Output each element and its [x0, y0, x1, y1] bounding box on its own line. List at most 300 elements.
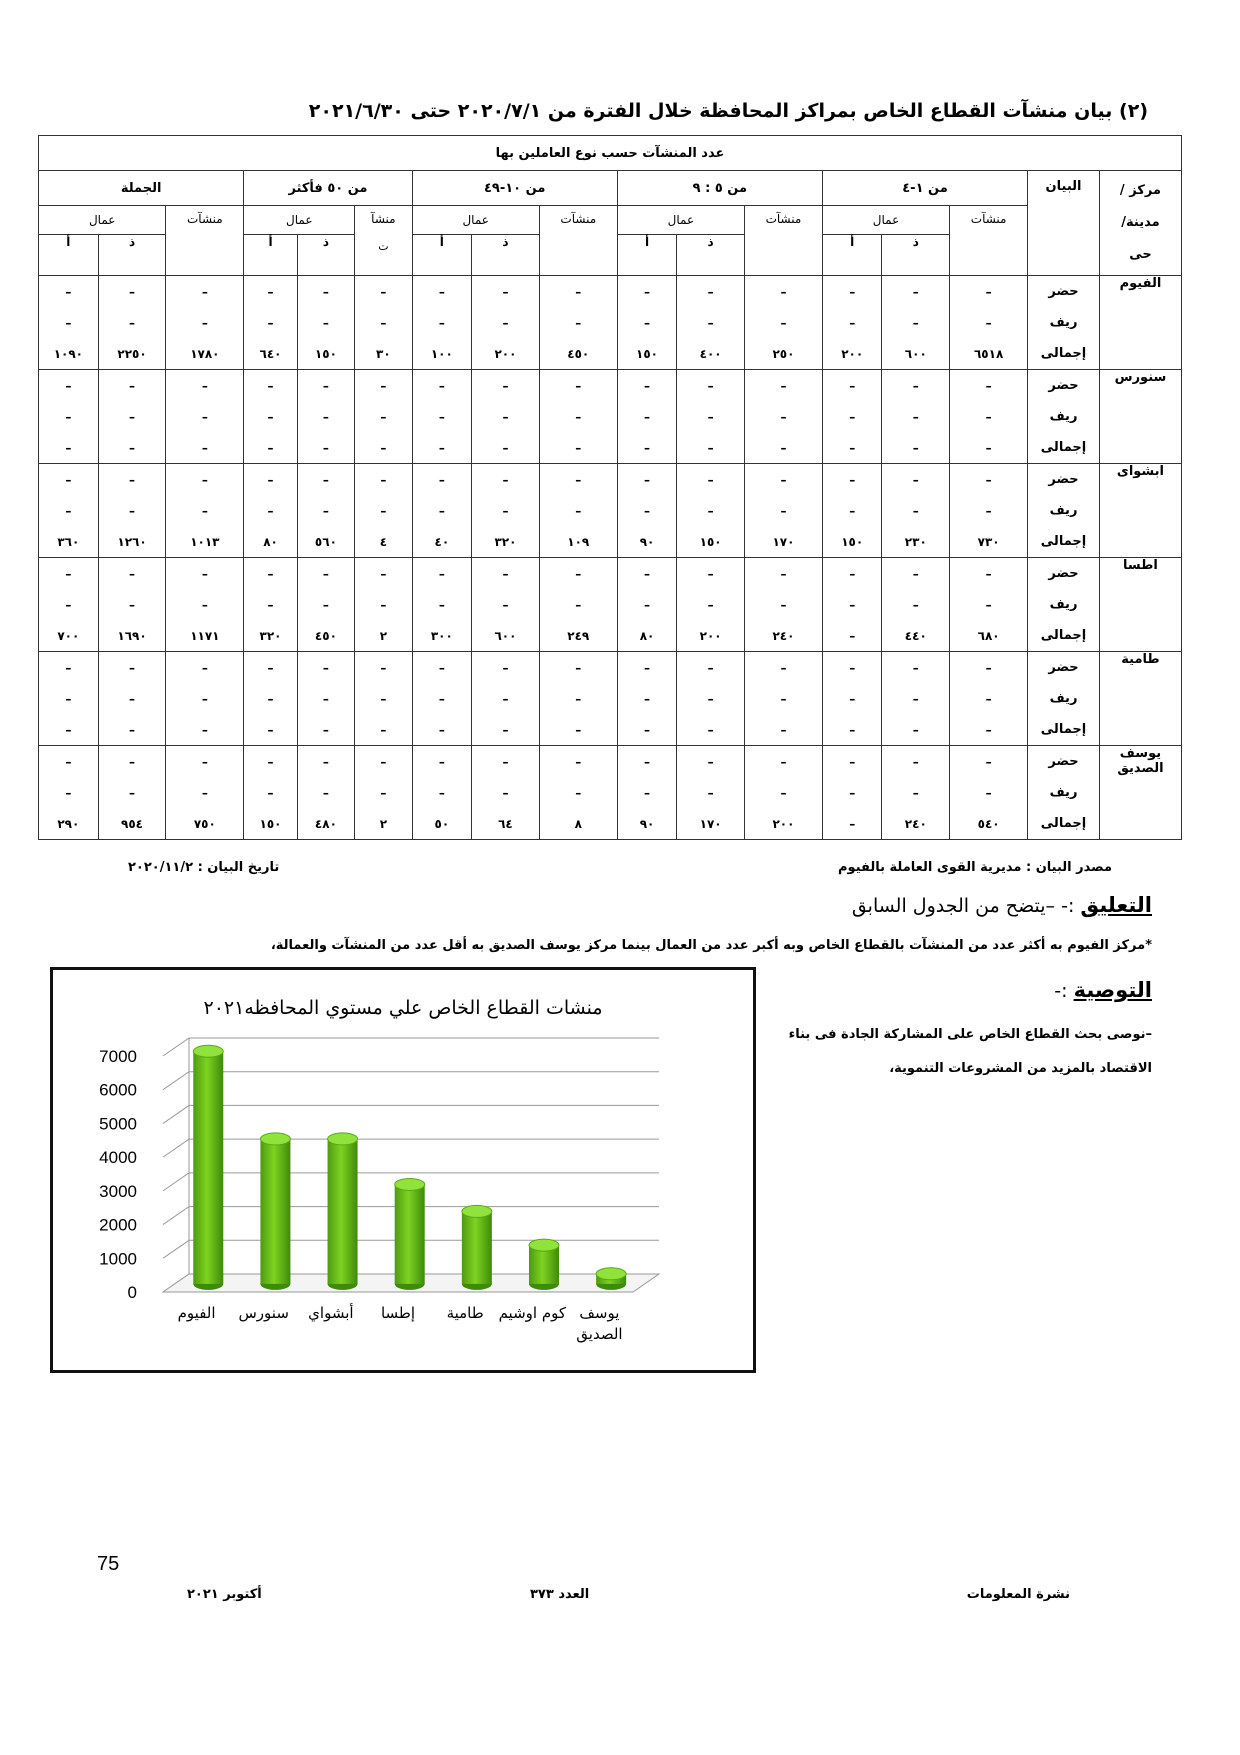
table-cell: –	[617, 370, 677, 402]
x-tick-label: طامية	[446, 1304, 484, 1322]
table-cell: ٢٤٩	[539, 620, 617, 652]
table-cell: –	[472, 495, 540, 526]
table-cell: –	[244, 276, 297, 308]
workers-header: عمال	[822, 206, 949, 235]
table-cell: –	[412, 777, 472, 808]
table-cell: –	[677, 652, 745, 684]
male-header: ذ	[98, 235, 166, 276]
table-row	[39, 558, 1182, 590]
recommendation-heading	[1054, 978, 1152, 1002]
male-header: ذ	[297, 235, 354, 276]
est-label: منشآت	[765, 212, 802, 226]
table-cell: –	[950, 746, 1028, 778]
table-cell: –	[39, 558, 99, 590]
table-cell: –	[744, 746, 822, 778]
male-header: ذ	[472, 235, 540, 276]
table-cell: ٧٥٠	[166, 808, 244, 840]
chart-back-wall-left	[163, 1038, 189, 1292]
table-cell: –	[617, 276, 677, 308]
y-tick-label: 0	[127, 1283, 137, 1302]
page-title: (٢) بيان منشآت القطاع الخاص بمراكز المحافظة خلال الفترة من ٢٠٢٠/٧/١ حتى ٢٠٢١/٦/٣٠	[308, 100, 1148, 122]
table-cell: –	[539, 464, 617, 496]
row-label: إجمالى	[1028, 432, 1100, 464]
table-cell: –	[744, 464, 822, 496]
table-cell: ٨٠	[244, 526, 297, 558]
table-cell: –	[677, 370, 745, 402]
table-cell: –	[677, 276, 745, 308]
comment-rest: :- –يتضح من الجدول السابق	[851, 895, 1075, 917]
table-cell: –	[412, 464, 472, 496]
female-header: أ	[39, 235, 99, 276]
table-cell: ٢٣٠	[882, 526, 950, 558]
table-cell: –	[882, 589, 950, 620]
table-cell: –	[244, 495, 297, 526]
table-cell: –	[39, 714, 99, 746]
table-cell: –	[882, 464, 950, 496]
table-cell: ١٠٩٠	[39, 338, 99, 370]
female-header: أ	[244, 235, 297, 276]
table-cell: –	[244, 589, 297, 620]
table-cell: –	[539, 401, 617, 432]
group-header: الجملة	[39, 171, 244, 206]
table-cell: ٦٨٠	[950, 620, 1028, 652]
table-cell: –	[744, 495, 822, 526]
table-cell: ٤٠٠	[677, 338, 745, 370]
recommendation-label: التوصية	[1073, 978, 1152, 1002]
table-row	[39, 526, 1182, 558]
table-cell: –	[355, 307, 412, 338]
table-cell: –	[744, 777, 822, 808]
table-cell: –	[539, 777, 617, 808]
table-cell: –	[297, 432, 354, 464]
table-cell: ٤٥٠	[297, 620, 354, 652]
table-cell: ١٥٠	[297, 338, 354, 370]
table-cell: –	[882, 307, 950, 338]
center-name: ابشواى	[1099, 464, 1181, 558]
table-cell: –	[472, 558, 540, 590]
table-cell: –	[166, 464, 244, 496]
table-row	[39, 714, 1182, 746]
x-tick-label: أبشواي	[308, 1304, 354, 1322]
table-cell: ٦٤	[472, 808, 540, 840]
table-cell: –	[539, 432, 617, 464]
table-cell: –	[39, 401, 99, 432]
table-cell: –	[297, 370, 354, 402]
gridline	[163, 1139, 659, 1157]
table-cell: ٤٥٠	[539, 338, 617, 370]
table-cell: –	[166, 714, 244, 746]
table-cell: –	[950, 589, 1028, 620]
y-tick-label: 7000	[99, 1047, 137, 1066]
table-cell: –	[39, 589, 99, 620]
table-cell: –	[244, 777, 297, 808]
table-cell: –	[98, 746, 166, 778]
table-cell: ١٠١٣	[166, 526, 244, 558]
table-cell: –	[98, 558, 166, 590]
comment-heading	[852, 893, 1152, 917]
group-header: من ١-٤	[822, 171, 1027, 206]
x-tick-label: سنورس	[238, 1304, 289, 1322]
table-cell: –	[297, 777, 354, 808]
table-cell: ١٧٠	[744, 526, 822, 558]
table-cell: –	[98, 276, 166, 308]
table-cell: –	[355, 495, 412, 526]
table-cell: –	[472, 307, 540, 338]
table-cell: –	[166, 276, 244, 308]
table-cell: –	[98, 307, 166, 338]
bar	[328, 1133, 358, 1290]
center-name: يوسف الصديق	[1099, 746, 1181, 840]
table-row	[39, 652, 1182, 684]
table-cell: –	[950, 307, 1028, 338]
table-cell: –	[617, 777, 677, 808]
est-label: منشآ	[371, 212, 396, 226]
table-cell: ٢٩٠	[39, 808, 99, 840]
table-row	[39, 683, 1182, 714]
table-row	[39, 338, 1182, 370]
chart-frame	[50, 967, 756, 1373]
row-label: إجمالى	[1028, 526, 1100, 558]
super-header: عدد المنشآت حسب نوع العاملين بها	[39, 136, 1182, 171]
table-cell: ٢٥٠	[744, 338, 822, 370]
table-cell: –	[882, 276, 950, 308]
table-cell: –	[355, 276, 412, 308]
table-cell: –	[744, 307, 822, 338]
row-label: ريف	[1028, 683, 1100, 714]
table-cell: –	[822, 714, 882, 746]
x-tick-label: إطسا	[380, 1304, 416, 1322]
table-cell: ٣٠	[355, 338, 412, 370]
table-cell: ٩٥٤	[98, 808, 166, 840]
row-label: إجمالى	[1028, 620, 1100, 652]
footer-issue: العدد ٣٧٣	[530, 1587, 590, 1602]
table-cell: ١٥٠	[677, 526, 745, 558]
table-cell: –	[244, 652, 297, 684]
table-cell: –	[677, 307, 745, 338]
table-cell: ٤٨٠	[297, 808, 354, 840]
x-tick-label: الفيوم	[177, 1304, 216, 1322]
table-cell: –	[822, 808, 882, 840]
table-cell: –	[39, 683, 99, 714]
table-cell: –	[882, 558, 950, 590]
table-cell: –	[297, 683, 354, 714]
table-cell: –	[950, 495, 1028, 526]
table-cell: –	[539, 558, 617, 590]
table-row	[39, 620, 1182, 652]
table-cell: –	[617, 558, 677, 590]
table-cell: –	[617, 495, 677, 526]
table-cell: –	[244, 401, 297, 432]
bar	[529, 1239, 559, 1290]
row-label: حضر	[1028, 652, 1100, 684]
table-cell: ٧٠٠	[39, 620, 99, 652]
workers-header: عمال	[412, 206, 539, 235]
table-cell: ٤٤٠	[882, 620, 950, 652]
table-row	[39, 401, 1182, 432]
header-center-line: مدينة/	[1121, 215, 1160, 230]
table-cell: –	[744, 432, 822, 464]
table-cell: –	[539, 714, 617, 746]
table-cell: –	[539, 276, 617, 308]
table-cell: –	[950, 683, 1028, 714]
bar	[395, 1178, 425, 1289]
table-cell: –	[822, 464, 882, 496]
table-cell: –	[950, 370, 1028, 402]
est-header	[950, 206, 1028, 276]
table-cell: ١٠٠	[412, 338, 472, 370]
table-cell: ١٥٠	[617, 338, 677, 370]
table-cell: –	[744, 276, 822, 308]
table-cell: ٢٤٠	[744, 620, 822, 652]
table-cell: –	[617, 401, 677, 432]
table-cell: ٢	[355, 808, 412, 840]
est-label-2: ت	[378, 240, 389, 253]
table-cell: –	[166, 777, 244, 808]
table-cell: –	[822, 432, 882, 464]
est-header	[355, 206, 412, 276]
y-tick-label: 1000	[99, 1249, 137, 1269]
row-label: ريف	[1028, 589, 1100, 620]
workers-header: عمال	[244, 206, 355, 235]
table-cell: –	[355, 746, 412, 778]
table-cell: –	[617, 746, 677, 778]
table-cell: –	[412, 683, 472, 714]
table-cell: ١٧٠	[677, 808, 745, 840]
table-cell: –	[244, 307, 297, 338]
table-cell: –	[677, 464, 745, 496]
table-row	[39, 276, 1182, 308]
table-cell: –	[539, 307, 617, 338]
table-cell: –	[822, 276, 882, 308]
table-cell: –	[472, 777, 540, 808]
y-tick-label: 4000	[99, 1148, 137, 1168]
table-cell: ٢٠٠	[822, 338, 882, 370]
table-cell: –	[355, 714, 412, 746]
page-number: 75	[97, 1553, 120, 1575]
table-row	[39, 432, 1182, 464]
table-cell: –	[617, 652, 677, 684]
data-date: تاريخ البيان : ٢٠٢٠/١١/٢	[128, 860, 280, 875]
gridline	[163, 1105, 659, 1123]
table-cell: ٣٦٠	[39, 526, 99, 558]
table-cell: –	[472, 370, 540, 402]
table-cell: –	[412, 370, 472, 402]
table-cell: –	[166, 652, 244, 684]
table-cell: –	[412, 307, 472, 338]
table-cell: –	[677, 401, 745, 432]
table-cell: –	[822, 777, 882, 808]
table-cell: –	[950, 777, 1028, 808]
est-label: منشآت	[970, 212, 1007, 226]
table-cell: –	[355, 432, 412, 464]
table-cell: –	[39, 432, 99, 464]
table-cell: –	[950, 464, 1028, 496]
table-cell: –	[244, 464, 297, 496]
table-cell: –	[822, 746, 882, 778]
table-cell: –	[412, 432, 472, 464]
table-cell: –	[244, 683, 297, 714]
table-cell: –	[744, 401, 822, 432]
table-cell: ١٥٠	[244, 808, 297, 840]
row-label: ريف	[1028, 777, 1100, 808]
table-row	[39, 808, 1182, 840]
table-cell: –	[617, 432, 677, 464]
table-cell: –	[98, 401, 166, 432]
table-cell: –	[822, 683, 882, 714]
est-header	[539, 206, 617, 276]
table-cell: –	[950, 401, 1028, 432]
row-label: إجمالى	[1028, 808, 1100, 840]
footer-publication: نشرة المعلومات	[966, 1587, 1070, 1602]
table-cell: –	[882, 495, 950, 526]
table-cell: –	[39, 276, 99, 308]
gridline	[163, 1072, 659, 1090]
table-cell: –	[539, 370, 617, 402]
row-label: إجمالى	[1028, 714, 1100, 746]
bar-chart	[53, 970, 753, 1370]
table-cell: –	[472, 714, 540, 746]
header-center-line: حى	[1129, 247, 1152, 262]
table-cell: –	[472, 401, 540, 432]
table-cell: –	[677, 495, 745, 526]
table-cell: –	[882, 401, 950, 432]
table-cell: –	[412, 276, 472, 308]
table-cell: –	[39, 652, 99, 684]
table-cell: –	[472, 464, 540, 496]
male-header: ذ	[677, 235, 745, 276]
table-cell: –	[412, 714, 472, 746]
table-row	[39, 464, 1182, 496]
table-cell: –	[355, 370, 412, 402]
table-cell: –	[355, 777, 412, 808]
table-cell: ٩٠	[617, 808, 677, 840]
row-label: حضر	[1028, 558, 1100, 590]
table-cell: –	[744, 558, 822, 590]
table-cell: ٣٢٠	[472, 526, 540, 558]
table-cell: –	[822, 620, 882, 652]
table-row	[39, 307, 1182, 338]
table-cell: –	[412, 589, 472, 620]
x-tick-label: الصديق	[576, 1325, 623, 1343]
est-header	[744, 206, 822, 276]
table-cell: –	[472, 276, 540, 308]
table-cell: ٩٠	[617, 526, 677, 558]
center-name: سنورس	[1099, 370, 1181, 464]
table-cell: –	[412, 401, 472, 432]
table-cell: –	[355, 558, 412, 590]
table-cell: ١٦٩٠	[98, 620, 166, 652]
table-row	[39, 589, 1182, 620]
table-row	[39, 495, 1182, 526]
table-cell: –	[39, 464, 99, 496]
row-label: حضر	[1028, 370, 1100, 402]
table-cell: ٨٠	[617, 620, 677, 652]
table-cell: –	[882, 432, 950, 464]
x-tick-label: كوم اوشيم	[498, 1304, 567, 1322]
gridline	[163, 1038, 659, 1056]
row-label: حضر	[1028, 276, 1100, 308]
table-cell: –	[355, 401, 412, 432]
table-cell: –	[98, 370, 166, 402]
table-cell: –	[297, 495, 354, 526]
table-cell: –	[39, 495, 99, 526]
table-cell: –	[39, 307, 99, 338]
table-cell: –	[882, 652, 950, 684]
y-tick-label: 2000	[99, 1215, 137, 1235]
group-header: من ١٠-٤٩	[412, 171, 617, 206]
row-label: حضر	[1028, 746, 1100, 778]
table-cell: –	[950, 432, 1028, 464]
header-statement: البيان	[1028, 171, 1100, 276]
table-cell: –	[297, 714, 354, 746]
table-cell: –	[297, 276, 354, 308]
table-cell: –	[472, 746, 540, 778]
table-cell: –	[472, 683, 540, 714]
table-cell: –	[355, 652, 412, 684]
table-cell: –	[472, 652, 540, 684]
table-cell: –	[355, 464, 412, 496]
center-name: طامية	[1099, 652, 1181, 746]
table-cell: –	[297, 401, 354, 432]
data-source: مصدر البيان : مديرية القوى العاملة بالفيوم	[838, 860, 1112, 875]
est-label: منشآت	[187, 212, 223, 226]
y-tick-label: 6000	[99, 1080, 137, 1100]
table-cell: –	[822, 652, 882, 684]
table-cell: ١٢٦٠	[98, 526, 166, 558]
header-center	[1099, 171, 1181, 276]
table-cell: –	[355, 589, 412, 620]
table-row	[39, 777, 1182, 808]
group-header: من ٥٠ فأكثر	[244, 171, 412, 206]
bar	[596, 1268, 626, 1290]
table-cell: ٥٦٠	[297, 526, 354, 558]
table-cell: –	[677, 777, 745, 808]
table-cell: –	[297, 307, 354, 338]
recommendation-rest: :-	[1054, 980, 1068, 1002]
table-cell: ١٧٨٠	[166, 338, 244, 370]
table-cell: –	[166, 370, 244, 402]
table-cell: ٢٠٠	[472, 338, 540, 370]
table-cell: –	[98, 589, 166, 620]
table-cell: ٧٣٠	[950, 526, 1028, 558]
table-cell: ٦٠٠	[882, 338, 950, 370]
chart-title: منشات القطاع الخاص علي مستوي المحافظه٢٠٢١	[203, 997, 603, 1019]
center-name: اطسا	[1099, 558, 1181, 652]
table-cell: –	[244, 370, 297, 402]
table-cell: ٦٤٠	[244, 338, 297, 370]
table-cell: –	[617, 307, 677, 338]
table-row	[39, 370, 1182, 402]
table-cell: –	[950, 276, 1028, 308]
bar	[260, 1133, 290, 1290]
female-header: أ	[822, 235, 882, 276]
table-cell: –	[472, 432, 540, 464]
table-cell: –	[98, 683, 166, 714]
table-cell: –	[244, 714, 297, 746]
table-cell: –	[98, 652, 166, 684]
table-cell: –	[98, 714, 166, 746]
x-tick-label: يوسف	[579, 1304, 620, 1322]
table-cell: –	[412, 652, 472, 684]
table-cell: –	[297, 558, 354, 590]
table-cell: –	[39, 746, 99, 778]
table-cell: –	[744, 589, 822, 620]
table-cell: –	[355, 683, 412, 714]
table-cell: –	[822, 558, 882, 590]
table-cell: –	[412, 495, 472, 526]
table-cell: ٢٠٠	[744, 808, 822, 840]
table-cell: –	[539, 589, 617, 620]
